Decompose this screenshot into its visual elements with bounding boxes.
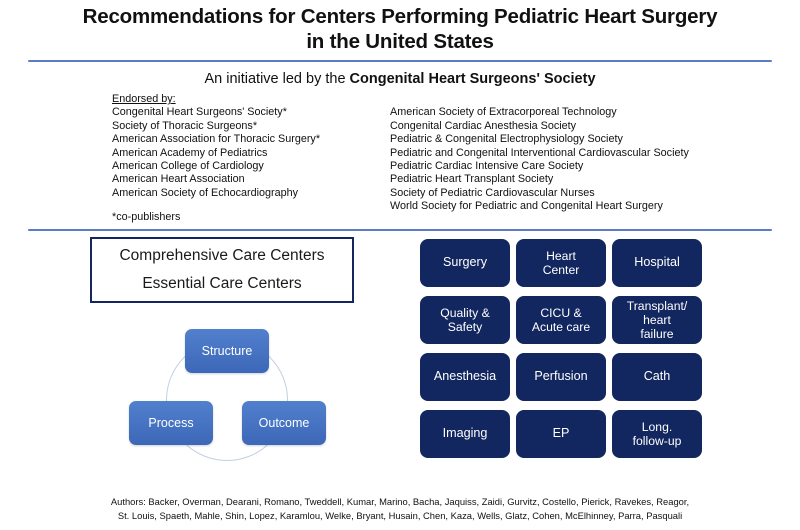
endorsement-item: Society of Pediatric Cardiovascular Nurses xyxy=(390,186,595,199)
endorsed-by-heading: Endorsed by: xyxy=(112,93,176,105)
endorsement-item: American Society of Echocardiography xyxy=(112,186,299,199)
endorsement-item: American Society of Extracorporeal Technology xyxy=(390,106,617,119)
endorsement-list-right xyxy=(390,106,689,213)
endorsement-item: World Society for Pediatric and Congenital Heart Surgery xyxy=(390,200,663,213)
subtitle xyxy=(0,71,800,87)
subtitle-organization: Congenital Heart Surgeons' Society xyxy=(349,71,596,87)
endorsement-item: Pediatric & Congenital Electrophysiology Society xyxy=(390,133,623,146)
endorsement-item: American Academy of Pediatrics xyxy=(112,146,268,159)
structure-process-outcome-cycle xyxy=(112,329,342,479)
endorsement-item: Pediatric Heart Transplant Society xyxy=(390,173,554,186)
page-title-line-1: Recommendations for Centers Performing Pediatric Heart Surgery xyxy=(82,5,718,28)
page-title-line-2: in the United States xyxy=(306,30,494,53)
page-title xyxy=(0,0,800,54)
domain-tile: Surgery xyxy=(420,239,510,287)
divider-top xyxy=(28,60,772,62)
endorsement-list-left xyxy=(112,106,390,200)
care-centers-box xyxy=(90,237,354,303)
endorsement-item: Pediatric and Congenital Interventional Cardiovascular Society xyxy=(390,146,689,159)
domain-tile: Quality & Safety xyxy=(420,296,510,344)
cycle-node-outcome: Outcome xyxy=(242,401,326,445)
authors-block xyxy=(0,495,800,522)
authors-line-1: Authors: Backer, Overman, Dearani, Romano, Tweddell, Kumar, Marino, Bacha, Jaquiss, Zaidi, Gurvitz, Costello, Pierick, Ravekes, Reagor, xyxy=(110,496,690,507)
domain-tile-grid xyxy=(420,239,702,458)
endorsement-item: Congenital Heart Surgeons' Society* xyxy=(112,106,287,119)
domain-tile: Imaging xyxy=(420,410,510,458)
body-area xyxy=(0,231,800,493)
endorsements-right-column xyxy=(390,93,689,225)
domain-tile: CICU & Acute care xyxy=(516,296,606,344)
comprehensive-care-centers-label: Comprehensive Care Centers xyxy=(119,246,325,264)
endorsement-item: American College of Cardiology xyxy=(112,160,264,173)
domain-tile: Hospital xyxy=(612,239,702,287)
endorsement-item: Pediatric Cardiac Intensive Care Society xyxy=(390,160,584,173)
endorsement-item: Society of Thoracic Surgeons* xyxy=(112,119,258,132)
essential-care-centers-label: Essential Care Centers xyxy=(142,274,302,292)
domain-tile: Heart Center xyxy=(516,239,606,287)
domain-tile: Cath xyxy=(612,353,702,401)
domain-tile: Transplant/ heart failure xyxy=(612,296,702,344)
endorsements-section xyxy=(0,87,800,225)
domain-tile: Long. follow-up xyxy=(612,410,702,458)
authors-line-2: St. Louis, Spaeth, Mahle, Shin, Lopez, Karamlou, Welke, Bryant, Husain, Chen, Kaza, Wells, Glatz, Cohen, McElhinney, Parra, Pasquali xyxy=(117,509,683,521)
domain-tile: EP xyxy=(516,410,606,458)
cycle-node-process: Process xyxy=(129,401,213,445)
endorsements-left-column xyxy=(112,93,390,225)
cycle-node-structure: Structure xyxy=(185,329,269,373)
endorsement-item: Congenital Cardiac Anesthesia Society xyxy=(390,119,577,132)
copublishers-footnote: *co-publishers xyxy=(112,211,181,224)
endorsement-item: American Association for Thoracic Surgery* xyxy=(112,133,321,146)
subtitle-prefix: An initiative led by the xyxy=(204,71,350,87)
domain-tile: Anesthesia xyxy=(420,353,510,401)
endorsement-item: American Heart Association xyxy=(112,173,245,186)
domain-tile: Perfusion xyxy=(516,353,606,401)
